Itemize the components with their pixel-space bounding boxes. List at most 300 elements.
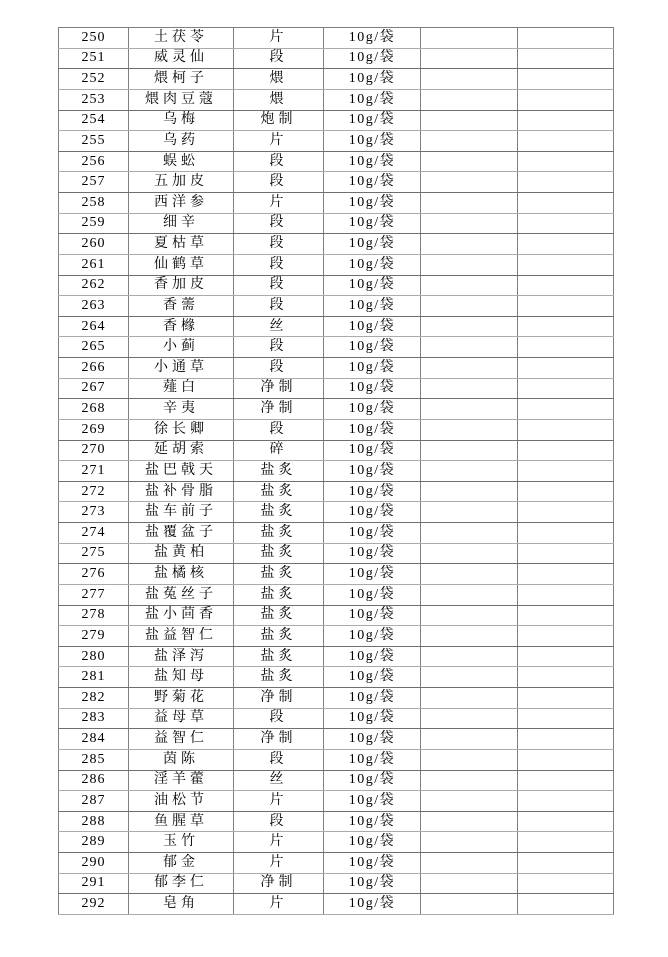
row-number-cell: 256	[59, 151, 129, 172]
empty-cell	[518, 296, 614, 317]
herb-name-cell: 香加皮	[129, 275, 234, 296]
process-spec-cell: 盐炙	[234, 626, 324, 647]
process-spec-cell: 片	[234, 193, 324, 214]
empty-cell	[421, 811, 518, 832]
row-number-cell: 289	[59, 832, 129, 853]
empty-cell	[518, 832, 614, 853]
package-spec-cell: 10g/袋	[324, 523, 421, 544]
herb-name-cell: 薤白	[129, 378, 234, 399]
empty-cell	[421, 28, 518, 49]
package-spec-cell: 10g/袋	[324, 461, 421, 482]
empty-cell	[421, 131, 518, 152]
process-spec-cell: 片	[234, 894, 324, 915]
empty-cell	[518, 564, 614, 585]
table-row	[59, 172, 614, 193]
package-spec-cell: 10g/袋	[324, 275, 421, 296]
process-spec-cell: 丝	[234, 316, 324, 337]
empty-cell	[421, 791, 518, 812]
process-spec-cell: 盐炙	[234, 605, 324, 626]
empty-cell	[421, 296, 518, 317]
herb-name-cell: 香薷	[129, 296, 234, 317]
package-spec-cell: 10g/袋	[324, 502, 421, 523]
table-row	[59, 193, 614, 214]
empty-cell	[421, 358, 518, 379]
process-spec-cell: 片	[234, 853, 324, 874]
table-row	[59, 131, 614, 152]
herb-name-cell: 益母草	[129, 708, 234, 729]
package-spec-cell: 10g/袋	[324, 853, 421, 874]
herb-name-cell: 盐巴戟天	[129, 461, 234, 482]
empty-cell	[421, 729, 518, 750]
herb-name-cell: 辛夷	[129, 399, 234, 420]
process-spec-cell: 盐炙	[234, 502, 324, 523]
row-number-cell: 286	[59, 770, 129, 791]
empty-cell	[421, 853, 518, 874]
herb-name-cell: 盐黄柏	[129, 543, 234, 564]
herb-name-cell: 玉竹	[129, 832, 234, 853]
herb-name-cell: 五加皮	[129, 172, 234, 193]
empty-cell	[518, 254, 614, 275]
row-number-cell: 292	[59, 894, 129, 915]
empty-cell	[518, 358, 614, 379]
row-number-cell: 282	[59, 688, 129, 709]
empty-cell	[421, 316, 518, 337]
empty-cell	[518, 440, 614, 461]
table-row	[59, 729, 614, 750]
package-spec-cell: 10g/袋	[324, 378, 421, 399]
process-spec-cell: 段	[234, 213, 324, 234]
empty-cell	[518, 213, 614, 234]
empty-cell	[518, 89, 614, 110]
package-spec-cell: 10g/袋	[324, 811, 421, 832]
process-spec-cell: 盐炙	[234, 646, 324, 667]
table-row	[59, 688, 614, 709]
empty-cell	[518, 378, 614, 399]
row-number-cell: 285	[59, 749, 129, 770]
package-spec-cell: 10g/袋	[324, 873, 421, 894]
empty-cell	[518, 316, 614, 337]
table-row	[59, 28, 614, 49]
row-number-cell: 268	[59, 399, 129, 420]
empty-cell	[421, 749, 518, 770]
empty-cell	[421, 481, 518, 502]
table-row	[59, 89, 614, 110]
process-spec-cell: 段	[234, 172, 324, 193]
table-row	[59, 564, 614, 585]
empty-cell	[421, 440, 518, 461]
process-spec-cell: 盐炙	[234, 481, 324, 502]
package-spec-cell: 10g/袋	[324, 399, 421, 420]
herb-name-cell: 皂角	[129, 894, 234, 915]
package-spec-cell: 10g/袋	[324, 234, 421, 255]
package-spec-cell: 10g/袋	[324, 193, 421, 214]
table-row	[59, 543, 614, 564]
table-row	[59, 667, 614, 688]
table-row	[59, 296, 614, 317]
table-row	[59, 626, 614, 647]
row-number-cell: 259	[59, 213, 129, 234]
herb-name-cell: 威灵仙	[129, 48, 234, 69]
row-number-cell: 277	[59, 584, 129, 605]
table-row	[59, 502, 614, 523]
table-row	[59, 749, 614, 770]
empty-cell	[518, 667, 614, 688]
herb-name-cell: 西洋参	[129, 193, 234, 214]
herb-name-cell: 细辛	[129, 213, 234, 234]
row-number-cell: 253	[59, 89, 129, 110]
herb-name-cell: 香橼	[129, 316, 234, 337]
row-number-cell: 273	[59, 502, 129, 523]
herb-name-cell: 蜈蚣	[129, 151, 234, 172]
herb-name-cell: 仙鹤草	[129, 254, 234, 275]
row-number-cell: 291	[59, 873, 129, 894]
process-spec-cell: 盐炙	[234, 543, 324, 564]
table-row	[59, 275, 614, 296]
process-spec-cell: 段	[234, 419, 324, 440]
table-row	[59, 254, 614, 275]
empty-cell	[421, 234, 518, 255]
empty-cell	[421, 894, 518, 915]
row-number-cell: 290	[59, 853, 129, 874]
herb-name-cell: 盐橘核	[129, 564, 234, 585]
empty-cell	[518, 708, 614, 729]
row-number-cell: 258	[59, 193, 129, 214]
herb-name-cell: 土茯苓	[129, 28, 234, 49]
row-number-cell: 263	[59, 296, 129, 317]
herb-name-cell: 油松节	[129, 791, 234, 812]
table-row	[59, 48, 614, 69]
herb-name-cell: 煨柯子	[129, 69, 234, 90]
empty-cell	[421, 378, 518, 399]
empty-cell	[421, 832, 518, 853]
table-row	[59, 358, 614, 379]
process-spec-cell: 净制	[234, 873, 324, 894]
package-spec-cell: 10g/袋	[324, 296, 421, 317]
package-spec-cell: 10g/袋	[324, 254, 421, 275]
row-number-cell: 275	[59, 543, 129, 564]
herb-name-cell: 郁李仁	[129, 873, 234, 894]
row-number-cell: 274	[59, 523, 129, 544]
empty-cell	[421, 584, 518, 605]
herb-name-cell: 盐知母	[129, 667, 234, 688]
package-spec-cell: 10g/袋	[324, 729, 421, 750]
empty-cell	[518, 523, 614, 544]
empty-cell	[421, 399, 518, 420]
empty-cell	[518, 151, 614, 172]
empty-cell	[421, 523, 518, 544]
process-spec-cell: 段	[234, 749, 324, 770]
table-row	[59, 461, 614, 482]
table-row	[59, 791, 614, 812]
empty-cell	[518, 749, 614, 770]
empty-cell	[421, 626, 518, 647]
empty-cell	[421, 461, 518, 482]
herb-name-cell: 淫羊藿	[129, 770, 234, 791]
row-number-cell: 279	[59, 626, 129, 647]
table-row	[59, 894, 614, 915]
package-spec-cell: 10g/袋	[324, 172, 421, 193]
package-spec-cell: 10g/袋	[324, 708, 421, 729]
row-number-cell: 278	[59, 605, 129, 626]
process-spec-cell: 片	[234, 832, 324, 853]
table-row	[59, 419, 614, 440]
process-spec-cell: 盐炙	[234, 461, 324, 482]
table-row	[59, 316, 614, 337]
process-spec-cell: 段	[234, 811, 324, 832]
empty-cell	[421, 110, 518, 131]
herb-name-cell: 小通草	[129, 358, 234, 379]
process-spec-cell: 盐炙	[234, 564, 324, 585]
process-spec-cell: 段	[234, 296, 324, 317]
empty-cell	[518, 811, 614, 832]
process-spec-cell: 净制	[234, 729, 324, 750]
row-number-cell: 271	[59, 461, 129, 482]
package-spec-cell: 10g/袋	[324, 646, 421, 667]
herb-table-body	[59, 28, 614, 915]
process-spec-cell: 片	[234, 791, 324, 812]
row-number-cell: 276	[59, 564, 129, 585]
empty-cell	[421, 605, 518, 626]
process-spec-cell: 丝	[234, 770, 324, 791]
herb-name-cell: 盐车前子	[129, 502, 234, 523]
herb-name-cell: 盐小茴香	[129, 605, 234, 626]
empty-cell	[518, 853, 614, 874]
process-spec-cell: 盐炙	[234, 667, 324, 688]
empty-cell	[518, 419, 614, 440]
process-spec-cell: 段	[234, 48, 324, 69]
empty-cell	[518, 48, 614, 69]
row-number-cell: 252	[59, 69, 129, 90]
herb-name-cell: 夏枯草	[129, 234, 234, 255]
package-spec-cell: 10g/袋	[324, 894, 421, 915]
process-spec-cell: 段	[234, 151, 324, 172]
table-row	[59, 605, 614, 626]
package-spec-cell: 10g/袋	[324, 358, 421, 379]
empty-cell	[518, 502, 614, 523]
package-spec-cell: 10g/袋	[324, 688, 421, 709]
process-spec-cell: 煨	[234, 69, 324, 90]
row-number-cell: 284	[59, 729, 129, 750]
empty-cell	[518, 131, 614, 152]
empty-cell	[518, 275, 614, 296]
row-number-cell: 281	[59, 667, 129, 688]
empty-cell	[421, 564, 518, 585]
empty-cell	[421, 873, 518, 894]
package-spec-cell: 10g/袋	[324, 131, 421, 152]
empty-cell	[518, 193, 614, 214]
process-spec-cell: 盐炙	[234, 523, 324, 544]
empty-cell	[421, 275, 518, 296]
process-spec-cell: 煨	[234, 89, 324, 110]
empty-cell	[518, 791, 614, 812]
row-number-cell: 266	[59, 358, 129, 379]
row-number-cell: 255	[59, 131, 129, 152]
table-row	[59, 110, 614, 131]
row-number-cell: 264	[59, 316, 129, 337]
empty-cell	[421, 543, 518, 564]
row-number-cell: 261	[59, 254, 129, 275]
empty-cell	[421, 502, 518, 523]
package-spec-cell: 10g/袋	[324, 110, 421, 131]
package-spec-cell: 10g/袋	[324, 770, 421, 791]
herb-name-cell: 茵陈	[129, 749, 234, 770]
herb-table	[58, 27, 614, 915]
empty-cell	[421, 337, 518, 358]
herb-name-cell: 野菊花	[129, 688, 234, 709]
package-spec-cell: 10g/袋	[324, 89, 421, 110]
package-spec-cell: 10g/袋	[324, 69, 421, 90]
table-row	[59, 151, 614, 172]
process-spec-cell: 段	[234, 234, 324, 255]
package-spec-cell: 10g/袋	[324, 151, 421, 172]
row-number-cell: 254	[59, 110, 129, 131]
row-number-cell: 257	[59, 172, 129, 193]
process-spec-cell: 碎	[234, 440, 324, 461]
package-spec-cell: 10g/袋	[324, 419, 421, 440]
row-number-cell: 251	[59, 48, 129, 69]
row-number-cell: 260	[59, 234, 129, 255]
table-row	[59, 584, 614, 605]
empty-cell	[518, 399, 614, 420]
empty-cell	[421, 151, 518, 172]
empty-cell	[518, 110, 614, 131]
row-number-cell: 287	[59, 791, 129, 812]
package-spec-cell: 10g/袋	[324, 481, 421, 502]
empty-cell	[518, 770, 614, 791]
empty-cell	[421, 48, 518, 69]
herb-name-cell: 益智仁	[129, 729, 234, 750]
empty-cell	[421, 213, 518, 234]
table-row	[59, 832, 614, 853]
empty-cell	[421, 646, 518, 667]
row-number-cell: 280	[59, 646, 129, 667]
process-spec-cell: 片	[234, 28, 324, 49]
process-spec-cell: 段	[234, 708, 324, 729]
empty-cell	[518, 729, 614, 750]
empty-cell	[518, 584, 614, 605]
empty-cell	[518, 688, 614, 709]
table-row	[59, 811, 614, 832]
row-number-cell: 288	[59, 811, 129, 832]
package-spec-cell: 10g/袋	[324, 213, 421, 234]
table-row	[59, 399, 614, 420]
package-spec-cell: 10g/袋	[324, 626, 421, 647]
table-row	[59, 853, 614, 874]
herb-name-cell: 郁金	[129, 853, 234, 874]
package-spec-cell: 10g/袋	[324, 564, 421, 585]
row-number-cell: 272	[59, 481, 129, 502]
empty-cell	[518, 28, 614, 49]
process-spec-cell: 净制	[234, 378, 324, 399]
empty-cell	[421, 419, 518, 440]
empty-cell	[421, 172, 518, 193]
row-number-cell: 267	[59, 378, 129, 399]
herb-name-cell: 乌梅	[129, 110, 234, 131]
table-row	[59, 337, 614, 358]
empty-cell	[518, 626, 614, 647]
herb-name-cell: 盐补骨脂	[129, 481, 234, 502]
empty-cell	[518, 172, 614, 193]
row-number-cell: 269	[59, 419, 129, 440]
herb-name-cell: 延胡索	[129, 440, 234, 461]
herb-name-cell: 小蓟	[129, 337, 234, 358]
herb-name-cell: 盐覆盆子	[129, 523, 234, 544]
process-spec-cell: 片	[234, 131, 324, 152]
empty-cell	[518, 646, 614, 667]
process-spec-cell: 炮制	[234, 110, 324, 131]
empty-cell	[518, 69, 614, 90]
empty-cell	[421, 193, 518, 214]
row-number-cell: 250	[59, 28, 129, 49]
process-spec-cell: 段	[234, 358, 324, 379]
empty-cell	[518, 461, 614, 482]
table-row	[59, 708, 614, 729]
package-spec-cell: 10g/袋	[324, 337, 421, 358]
package-spec-cell: 10g/袋	[324, 28, 421, 49]
empty-cell	[518, 481, 614, 502]
table-row	[59, 770, 614, 791]
process-spec-cell: 段	[234, 337, 324, 358]
empty-cell	[421, 254, 518, 275]
package-spec-cell: 10g/袋	[324, 667, 421, 688]
table-row	[59, 234, 614, 255]
package-spec-cell: 10g/袋	[324, 605, 421, 626]
herb-name-cell: 煨肉豆蔻	[129, 89, 234, 110]
herb-name-cell: 盐泽泻	[129, 646, 234, 667]
empty-cell	[421, 708, 518, 729]
table-row	[59, 873, 614, 894]
empty-cell	[421, 89, 518, 110]
table-row	[59, 646, 614, 667]
empty-cell	[421, 770, 518, 791]
herb-name-cell: 盐益智仁	[129, 626, 234, 647]
process-spec-cell: 盐炙	[234, 584, 324, 605]
empty-cell	[518, 605, 614, 626]
empty-cell	[421, 69, 518, 90]
table-row	[59, 378, 614, 399]
package-spec-cell: 10g/袋	[324, 316, 421, 337]
table-row	[59, 440, 614, 461]
herb-name-cell: 鱼腥草	[129, 811, 234, 832]
package-spec-cell: 10g/袋	[324, 791, 421, 812]
package-spec-cell: 10g/袋	[324, 440, 421, 461]
empty-cell	[421, 667, 518, 688]
empty-cell	[518, 894, 614, 915]
package-spec-cell: 10g/袋	[324, 832, 421, 853]
row-number-cell: 265	[59, 337, 129, 358]
row-number-cell: 262	[59, 275, 129, 296]
empty-cell	[518, 234, 614, 255]
table-row	[59, 523, 614, 544]
row-number-cell: 270	[59, 440, 129, 461]
table-row	[59, 481, 614, 502]
herb-name-cell: 徐长卿	[129, 419, 234, 440]
empty-cell	[518, 337, 614, 358]
empty-cell	[518, 873, 614, 894]
package-spec-cell: 10g/袋	[324, 543, 421, 564]
table-row	[59, 69, 614, 90]
table-row	[59, 213, 614, 234]
package-spec-cell: 10g/袋	[324, 584, 421, 605]
package-spec-cell: 10g/袋	[324, 48, 421, 69]
herb-name-cell: 盐菟丝子	[129, 584, 234, 605]
row-number-cell: 283	[59, 708, 129, 729]
process-spec-cell: 段	[234, 275, 324, 296]
package-spec-cell: 10g/袋	[324, 749, 421, 770]
process-spec-cell: 净制	[234, 399, 324, 420]
process-spec-cell: 净制	[234, 688, 324, 709]
empty-cell	[518, 543, 614, 564]
